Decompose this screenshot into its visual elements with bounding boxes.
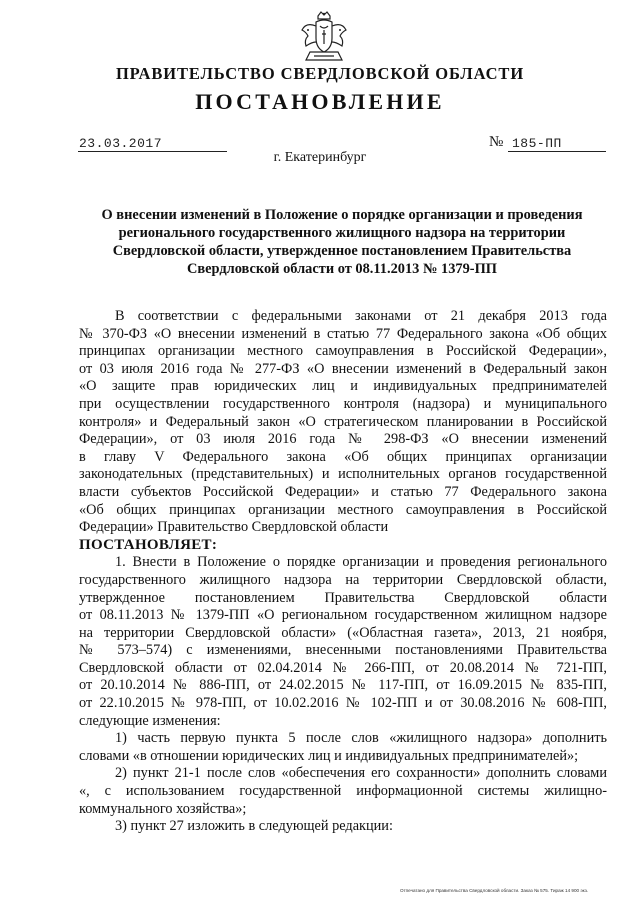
preamble-line: в главу V Федерального закона «Об общих принципах организации bbox=[79, 448, 607, 465]
item-1-line: государственного жилищного надзора на территории Свердловской области, bbox=[79, 571, 607, 588]
item-1-line: Свердловской области от 02.04.2014 № 266-ПП, от 20.08.2014 № 721-ПП, bbox=[79, 659, 607, 676]
item-1-line: следующие изменения: bbox=[79, 712, 221, 729]
subitem-2-line: коммунального хозяйства»; bbox=[79, 800, 247, 817]
preamble-line: «О защите прав юридических лиц и индивидуальных предпринимателей bbox=[79, 378, 607, 395]
preamble-line: законодательных (представительных) и исполнительных органов государственной bbox=[79, 466, 607, 483]
city: г. Екатеринбург bbox=[273, 150, 367, 165]
item-1-line: на территории Свердловской области» («Областная газета», 2013, 21 ноября, bbox=[79, 624, 607, 641]
document-date: 23.03.2017 bbox=[79, 136, 163, 151]
preamble-line: принципах организации местного самоуправления в Российской Федерации», bbox=[79, 343, 607, 360]
subitem-3-line: 3) пункт 27 изложить в следующей редакции: bbox=[115, 818, 393, 835]
item-1-line: № 573–574) с изменениями, внесенными постановлениями Правительства bbox=[79, 642, 607, 659]
preamble-line: от 03 июля 2016 года № 277-ФЗ «О внесении изменений в Федеральный закон bbox=[79, 360, 607, 377]
number-label: № bbox=[489, 134, 504, 150]
print-note: Отпечатано для Правительства Свердловской области. Заказ № 575. Тираж 14 900 экз. bbox=[400, 888, 589, 893]
item-1-line: от 08.11.2013 № 1379-ПП «О региональном государственном жилищном надзоре bbox=[79, 607, 607, 624]
preamble-line: Федерации» Правительство Свердловской области bbox=[79, 519, 389, 536]
document-type: ПОСТАНОВЛЕНИЕ bbox=[195, 89, 445, 114]
title-line: регионального государственного жилищного надзора на территории bbox=[118, 225, 566, 241]
preamble-line: власти субъектов Российской Федерации» и статью 77 Федерального закона bbox=[79, 483, 607, 500]
coat-of-arms-emblem bbox=[296, 8, 352, 64]
title-line: Свердловской области, утвержденное постановлением Правительства bbox=[112, 243, 572, 259]
preamble-line: при осуществлении государственного контроля (надзора) и муниципального bbox=[79, 395, 607, 412]
subitem-1-line: 1) часть первую пункта 5 после слов «жилищного надзора» дополнить bbox=[115, 730, 607, 747]
item-1-line: от 20.10.2014 № 886-ПП, от 24.02.2015 № 117-ПП, от 16.09.2015 № 835-ПП, bbox=[79, 677, 607, 694]
subitem-2-line: «, с использованием государственной информационной системы жилищно- bbox=[79, 783, 607, 800]
document-body bbox=[79, 308, 607, 836]
title-line: Свердловской области от 08.11.2013 № 1379-ПП bbox=[187, 261, 497, 277]
preamble-line: Федерации», от 03 июля 2016 года № 298-ФЗ «О внесении изменений bbox=[79, 431, 607, 448]
government-name: ПРАВИТЕЛЬСТВО СВЕРДЛОВСКОЙ ОБЛАСТИ bbox=[115, 64, 525, 83]
document-number: 185-ПП bbox=[512, 136, 562, 151]
item-1-line: 1. Внести в Положение о порядке организации и проведения регионального bbox=[115, 554, 607, 571]
item-1-line: утвержденное постановлением Правительства Свердловской области bbox=[79, 589, 607, 606]
preamble-line: контроля» и Федеральный закон «О стратегическом планировании в Российской bbox=[79, 413, 607, 430]
preamble-line: № 370-ФЗ «О внесении изменений в статью 77 Федерального закона «Об общих bbox=[79, 325, 607, 342]
document-title bbox=[78, 206, 606, 278]
title-line: О внесении изменений в Положение о порядке организации и проведения bbox=[101, 207, 583, 223]
subitem-1-line: словами «в отношении юридических лиц и индивидуальных предпринимателей»; bbox=[79, 747, 579, 764]
subitem-2-line: 2) пункт 21-1 после слов «обеспечения его сохранности» дополнить словами bbox=[115, 765, 607, 782]
item-1-line: от 22.10.2015 № 978-ПП, от 10.02.2016 № 102-ПП и от 30.08.2016 № 608-ПП, bbox=[79, 695, 607, 712]
preamble-line: «Об общих принципах организации местного самоуправления в Российской bbox=[79, 501, 607, 518]
preamble-line: В соответствии с федеральными законами от 21 декабря 2013 года bbox=[115, 308, 607, 324]
decree-word: ПОСТАНОВЛЯЕТ: bbox=[79, 536, 218, 553]
